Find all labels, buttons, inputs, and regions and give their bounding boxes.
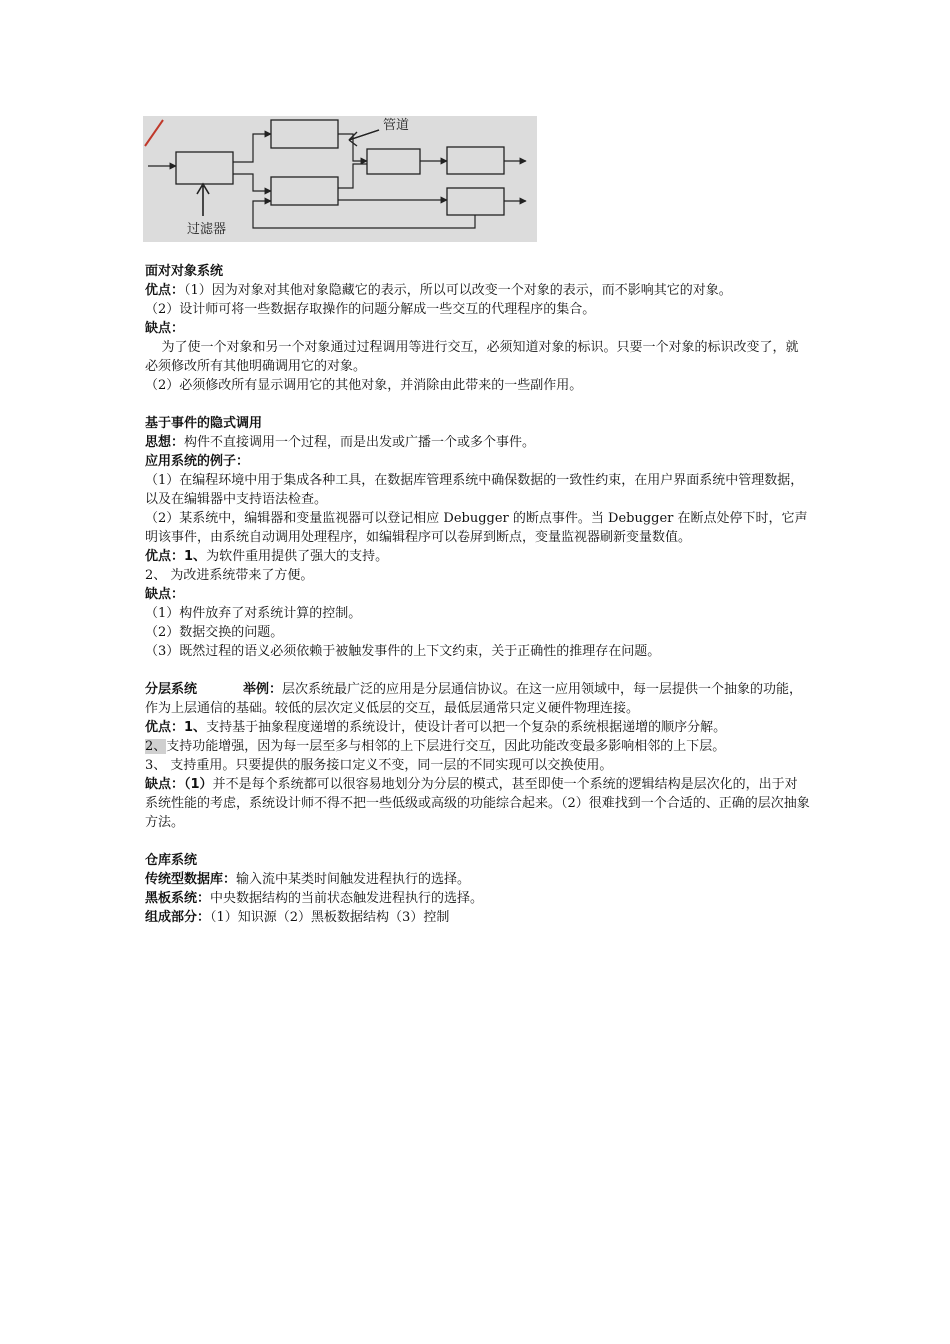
paragraph: （2）数据交换的问题。 [145, 625, 284, 640]
pros-label: 优点： [145, 283, 185, 298]
section-layered [145, 680, 810, 832]
red-pen-mark [145, 120, 163, 146]
section-title: 基于事件的隐式调用 [145, 416, 263, 431]
pros-label: 优点： [145, 549, 185, 564]
paragraph: （1）在编程环境中用于集成各种工具，在数据库管理系统中确保数据的一致性约束，在用户界面系统中管理数据，以及在编辑器中支持语法检查。 [145, 473, 804, 507]
paragraph: 为了使一个对象和另一个对象通过过程调用等进行交互，必须知道对象的标识。只要一个对象的标识改变了，就必须修改所有其他明确调用它的对象。 [145, 340, 799, 374]
example-label: 举例： [243, 682, 283, 697]
pros-label: 优点： [145, 720, 185, 735]
cons-label: 缺点： [145, 777, 185, 792]
paragraph: （2）设计师可将一些数据存取操作的问题分解成一些交互的代理程序的集合。 [145, 302, 596, 317]
item-number: （1） [184, 777, 213, 792]
item-number: 1、 [184, 720, 207, 735]
item-number: 1、 [184, 549, 207, 564]
paragraph: 构件不直接调用一个过程，而是出发或广播一个或多个事件。 [184, 435, 536, 450]
paragraph: 输入流中某类时间触发进程执行的选择。 [236, 872, 471, 887]
section-repository [145, 851, 810, 927]
paragraph: （2）某系统中，编辑器和变量监视器可以登记相应 Debugger 的断点事件。当 Debugger 在断点处停下时，它声明该事件，由系统自动调用处理程序，如编辑程序可以卷屏到断点，变量监视器刷新变量数值。 [145, 511, 808, 545]
paragraph: （3）既然过程的语义必须依赖于被触发事件的上下文约束，关于正确性的推理存在问题。 [145, 644, 661, 659]
paragraph: 2、 为改进系统带来了方便。 [145, 568, 314, 583]
db-label: 传统型数据库： [145, 872, 237, 887]
filter-label: 过滤器 [187, 222, 227, 237]
section-title: 面对对象系统 [145, 264, 224, 279]
paragraph: 并不是每个系统都可以很容易地划分为分层的模式，甚至即使一个系统的逻辑结构是层次化的，出于对系统性能的考虑，系统设计师不得不把一些低级或高级的功能综合起来。 [145, 777, 798, 811]
paragraph: 3、 支持重用。只要提供的服务接口定义不变，同一层的不同实现可以交换使用。 [145, 758, 613, 773]
filter-pointer-arrow [197, 184, 209, 216]
section-title: 分层系统 [145, 682, 198, 697]
paragraph: 支持基于抽象程度递增的系统设计，使设计者可以把一个复杂的系统根据递增的顺序分解。 [206, 720, 727, 735]
section-object-oriented [145, 262, 810, 395]
pipe-filter-diagram [143, 116, 537, 242]
parts-label: 组成部分： [145, 910, 211, 925]
paragraph: 中央数据结构的当前状态触发进程执行的选择。 [210, 891, 484, 906]
item-number-highlighted: 2、 [145, 739, 167, 754]
blackboard-label: 黑板系统： [145, 891, 211, 906]
paragraph: （2）必须修改所有显示调用它的其他对象，并消除由此带来的一些副作用。 [145, 378, 583, 393]
document-body [145, 262, 810, 927]
paragraph: （1）因为对象对其他对象隐藏它的表示，所以可以改变一个对象的表示，而不影响其它的对象。 [184, 283, 732, 298]
idea-label: 思想： [145, 435, 185, 450]
cons-label: 缺点： [145, 587, 185, 602]
cons-label: 缺点： [145, 321, 185, 336]
paragraph: （1）知识源（2）黑板数据结构（3）控制 [210, 910, 450, 925]
pipe-label: 管道 [383, 118, 410, 133]
paragraph: 层次系统最广泛的应用是分层通信协议。在这一应用领域中，每一层提供一个抽象的功能，作为上层通信的基础。较低的层次定义低层的交互，最低层通常只定义硬件物理连接。 [145, 682, 803, 716]
examples-label: 应用系统的例子： [145, 454, 250, 469]
paragraph: （2）很难找到一个合适的、正确的层次抽象方法。 [145, 796, 810, 830]
section-implicit-invocation [145, 414, 810, 661]
section-title: 仓库系统 [145, 853, 198, 868]
paragraph: （1）构件放弃了对系统计算的控制。 [145, 606, 362, 621]
paragraph: 支持功能增强，因为每一层至多与相邻的上下层进行交互，因此功能改变最多影响相邻的上下层。 [166, 739, 726, 754]
paragraph: 为软件重用提供了强大的支持。 [206, 549, 389, 564]
